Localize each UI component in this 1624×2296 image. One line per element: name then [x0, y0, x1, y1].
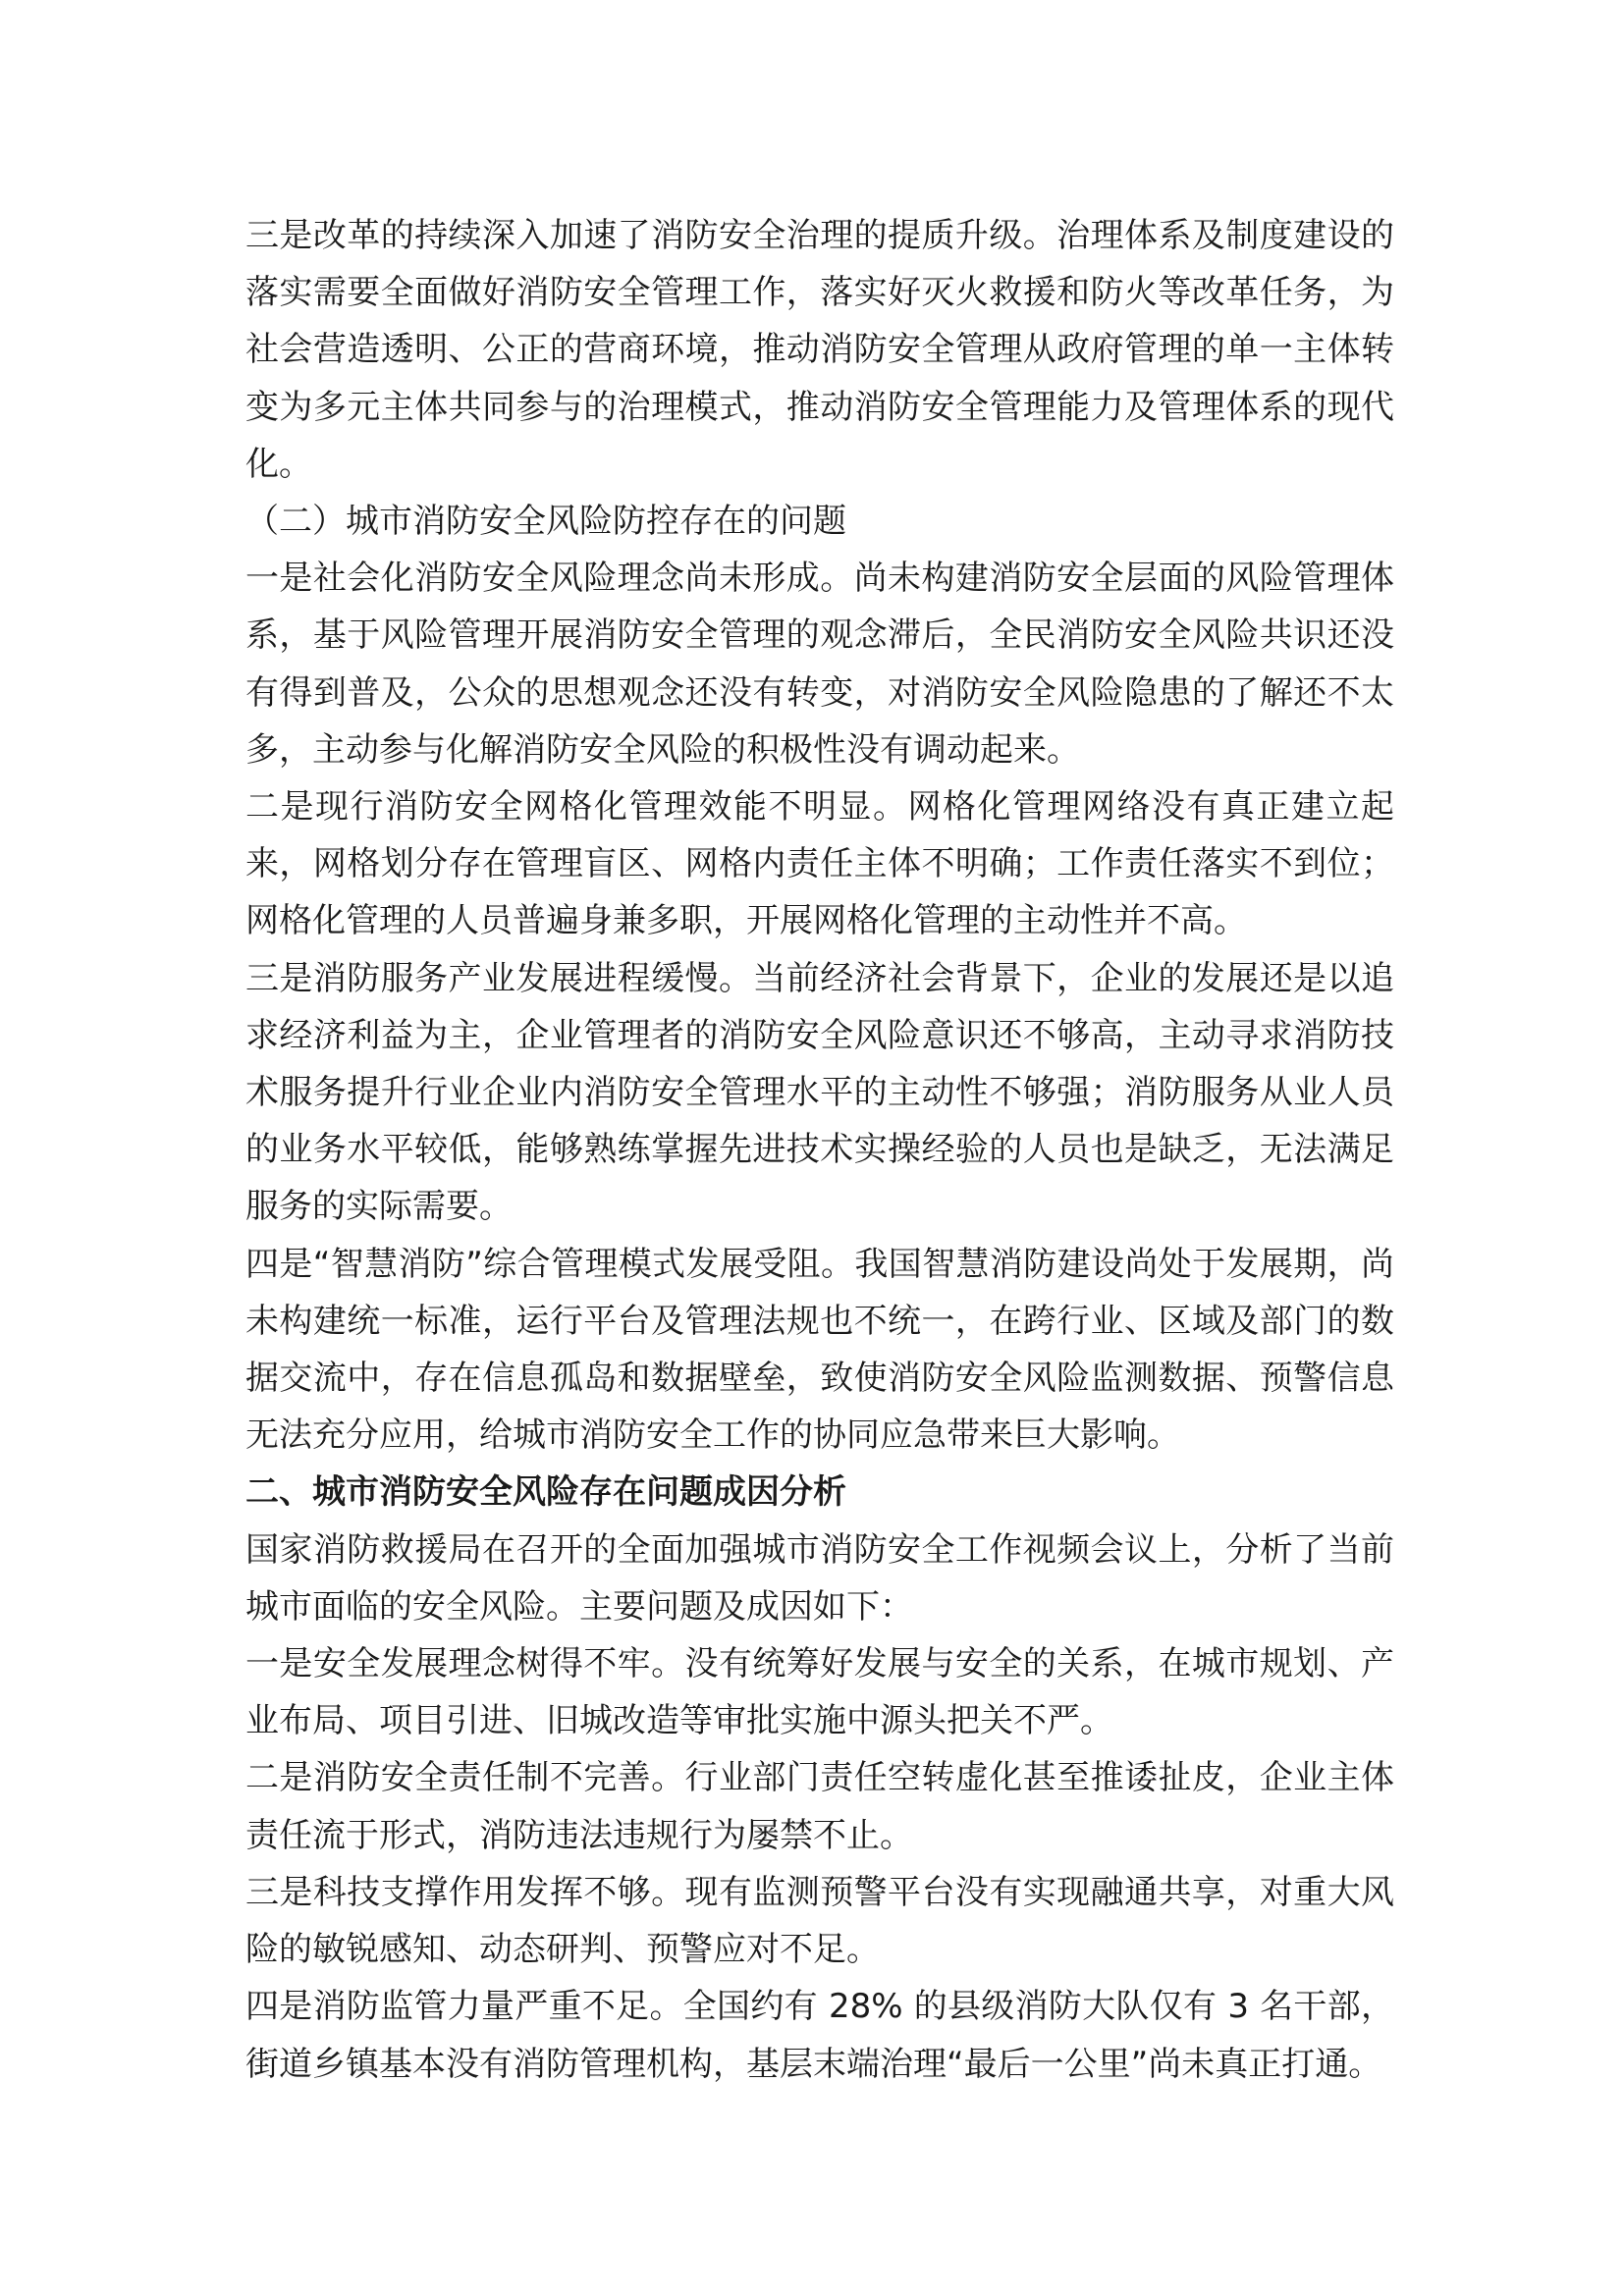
paragraph-development-concept: 一是安全发展理念树得不牢。没有统筹好发展与安全的关系，在城市规划、产业布局、项目引进、旧城改造等审批实施中源头把关不严。: [245, 1644, 1394, 1741]
paragraph-risk-concept: 一是社会化消防安全风险理念尚未形成。尚未构建消防安全层面的风险管理体系，基于风险管理开展消防安全管理的观念滞后，全民消防安全风险共识还没有得到普及，公众的思想观念还没有转变，对消防安全风险隐患的了解还不太多，主动参与化解消防安全风险的积极性没有调动起来。: [245, 559, 1394, 770]
subheading-risk-problems: （二）城市消防安全风险防控存在的问题: [245, 502, 846, 542]
paragraph-meeting-intro: 国家消防救援局在召开的全面加强城市消防安全工作视频会议上，分析了当前城市面临的安全风险。主要问题及成因如下：: [245, 1529, 1394, 1627]
paragraph-supervision-force: 四是消防监管力量严重不足。全国约有 28% 的县级消防大队仅有 3 名干部，街道乡镇基本没有消防管理机构，基层末端治理“最后一公里”尚未真正打通。: [245, 1987, 1394, 2084]
paragraph-grid-management: 二是现行消防安全网格化管理效能不明显。网格化管理网络没有真正建立起来，网格划分存在管理盲区、网格内责任主体不明确；工作责任落实不到位；网格化管理的人员普遍身兼多职，开展网格化管理的主动性并不高。: [245, 787, 1394, 941]
paragraph-tech-support: 三是科技支撑作用发挥不够。现有监测预警平台没有实现融通共享，对重大风险的敏锐感知、动态研判、预警应对不足。: [245, 1872, 1394, 1970]
document-body: [245, 207, 1394, 2093]
section-heading-cause-analysis: 二、城市消防安全风险存在问题成因分析: [245, 1472, 846, 1513]
paragraph-service-industry: 三是消防服务产业发展进程缓慢。当前经济社会背景下，企业的发展还是以追求经济利益为主，企业管理者的消防安全风险意识还不够高，主动寻求消防技术服务提升行业企业内消防安全管理水平的主动性不够强；消防服务从业人员的业务水平较低，能够熟练掌握先进技术实操经验的人员也是缺乏，无法满足服务的实际需要。: [245, 958, 1394, 1227]
paragraph-responsibility-system: 二是消防安全责任制不完善。行业部门责任空转虚化甚至推诿扯皮，企业主体责任流于形式，消防违法违规行为屡禁不止。: [245, 1758, 1394, 1855]
paragraph-smart-fire: 四是“智慧消防”综合管理模式发展受阻。我国智慧消防建设尚处于发展期，尚未构建统一标准，运行平台及管理法规也不统一，在跨行业、区域及部门的数据交流中，存在信息孤岛和数据壁垒，致使消防安全风险监测数据、预警信息无法充分应用，给城市消防安全工作的协同应急带来巨大影响。: [245, 1244, 1394, 1456]
paragraph-reform-governance: 三是改革的持续深入加速了消防安全治理的提质升级。治理体系及制度建设的落实需要全面做好消防安全管理工作，落实好灭火救援和防火等改革任务，为社会营造透明、公正的营商环境，推动消防安全管理从政府管理的单一主体转变为多元主体共同参与的治理模式，推动消防安全管理能力及管理体系的现代化。: [245, 216, 1394, 484]
